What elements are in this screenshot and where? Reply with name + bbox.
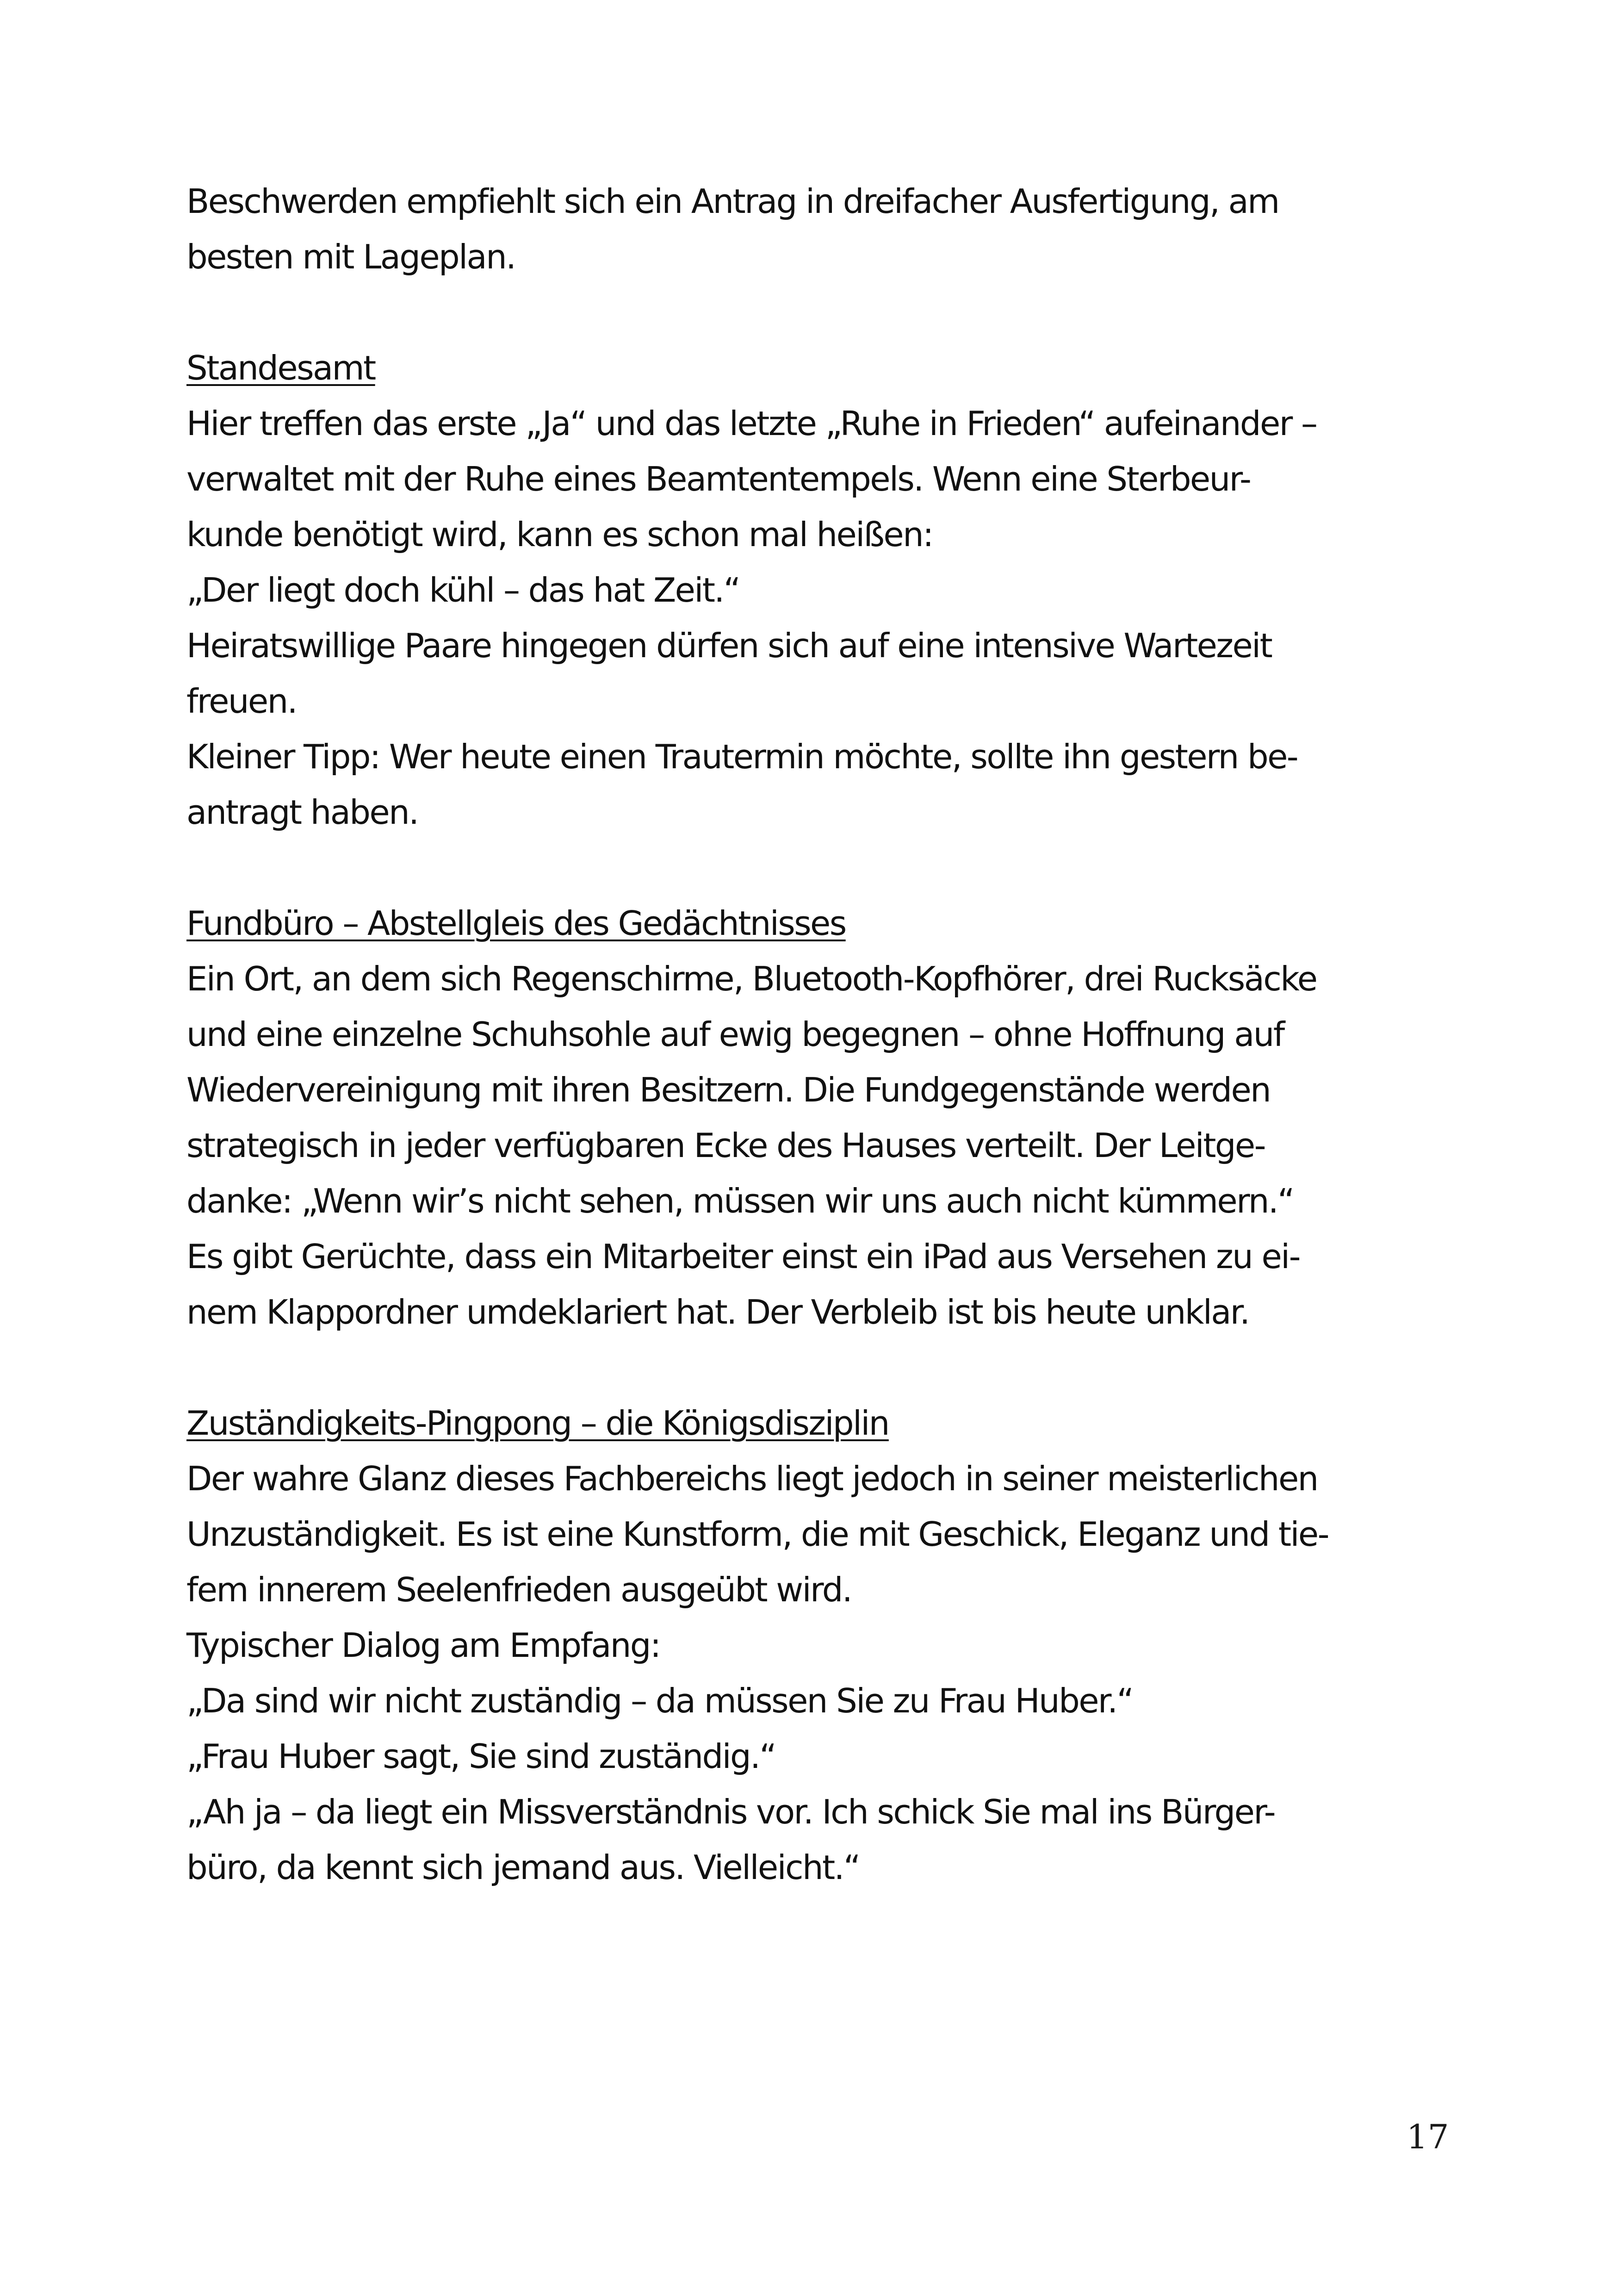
paragraph-line: nem Klappordner umdeklariert hat. Der Verbleib ist bis heute unklar. [186, 1293, 1249, 1332]
paragraph-line: „Da sind wir nicht zuständig – da müssen Sie zu Frau Huber.“ [186, 1681, 1133, 1720]
paragraph-line: Hier treffen das erste „Ja“ und das letzte „Ruhe in Frieden“ aufeinander – [186, 404, 1317, 443]
section-heading-standesamt: Standesamt [186, 348, 375, 387]
section-heading-fundbuero: Fundbüro – Abstellgleis des Gedächtnisses [186, 904, 846, 943]
section-heading-zustaendigkeits-pingpong: Zuständigkeits-Pingpong – die Königsdisziplin [186, 1404, 889, 1443]
paragraph-line: strategisch in jeder verfügbaren Ecke des Hauses verteilt. Der Leitge- [186, 1126, 1265, 1165]
paragraph-line: Ein Ort, an dem sich Regenschirme, Bluetooth-Kopfhörer, drei Rucksäcke [186, 959, 1317, 998]
paragraph-line: freuen. [186, 682, 297, 721]
paragraph-line: fem innerem Seelenfrieden ausgeübt wird. [186, 1570, 852, 1609]
paragraph-line: und eine einzelne Schuhsohle auf ewig begegnen – ohne Hoffnung auf [186, 1015, 1284, 1054]
paragraph-line: danke: „Wenn wir’s nicht sehen, müssen wir uns auch nicht kümmern.“ [186, 1182, 1294, 1220]
paragraph-line: büro, da kennt sich jemand aus. Vielleicht.“ [186, 1848, 860, 1887]
intro-line: Beschwerden empfiehlt sich ein Antrag in dreifacher Ausfertigung, am [186, 182, 1279, 221]
paragraph-line: „Der liegt doch kühl – das hat Zeit.“ [186, 571, 740, 610]
paragraph-line: Heiratswillige Paare hingegen dürfen sich auf eine intensive Wartezeit [186, 626, 1272, 665]
paragraph-line: „Frau Huber sagt, Sie sind zuständig.“ [186, 1737, 776, 1776]
paragraph-line: Es gibt Gerüchte, dass ein Mitarbeiter einst ein iPad aus Versehen zu ei- [186, 1237, 1300, 1276]
paragraph-line: „Ah ja – da liegt ein Missverständnis vor. Ich schick Sie mal ins Bürger- [186, 1792, 1275, 1831]
paragraph-line: Wiedervereinigung mit ihren Besitzern. Die Fundgegenstände werden [186, 1070, 1271, 1109]
page-number: 17 [1407, 2117, 1449, 2156]
paragraph-line: Unzuständigkeit. Es ist eine Kunstform, die mit Geschick, Eleganz und tie- [186, 1515, 1328, 1554]
paragraph-line: Kleiner Tipp: Wer heute einen Trautermin möchte, sollte ihn gestern be- [186, 737, 1298, 776]
intro-line: besten mit Lageplan. [186, 237, 515, 276]
paragraph-line: antragt haben. [186, 793, 418, 832]
paragraph-line: verwaltet mit der Ruhe eines Beamtentempels. Wenn eine Sterbeur- [186, 460, 1251, 498]
paragraph-line: Der wahre Glanz dieses Fachbereichs liegt jedoch in seiner meisterlichen [186, 1459, 1318, 1498]
paragraph-line: Typischer Dialog am Empfang: [186, 1626, 660, 1665]
paragraph-line: kunde benötigt wird, kann es schon mal heißen: [186, 515, 933, 554]
